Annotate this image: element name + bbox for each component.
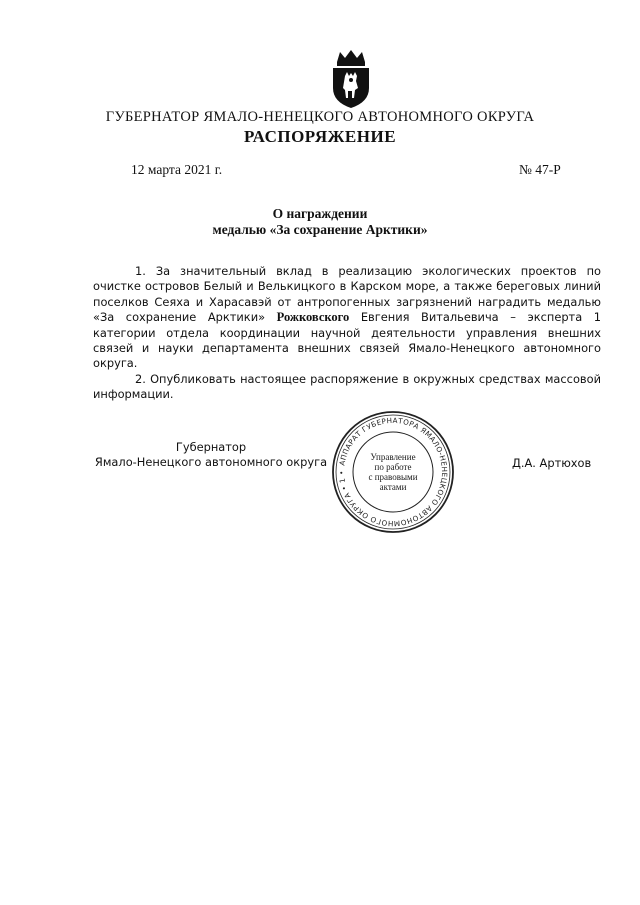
paragraph-2: 2. Опубликовать настоящее распоряжение в окружных средствах массовой информации. — [93, 371, 601, 402]
document-date: 12 марта 2021 г. — [131, 162, 223, 177]
awardee-surname: Рожковского — [276, 310, 350, 325]
signature-title-line-1: Губернатор — [175, 440, 247, 454]
paragraph-1 — [93, 264, 601, 372]
seal-center-line-3: с правовыми — [368, 472, 418, 482]
header-organization: ГУБЕРНАТОР ЯМАЛО-НЕНЕЦКОГО АВТОНОМНОГО ОКРУГА — [105, 109, 535, 125]
document-number: № 47-Р — [519, 162, 561, 177]
document-body — [93, 264, 601, 403]
paragraph-1-start: 1. За значительный вклад в реализацию экологических проектов по очистке островов Белый и Велькицкого в Карском море, а также береговых линий поселков Сеяха и Харасавэй от антропогенных загрязнений наградить медалью «За сохранение Арктики» — [93, 264, 601, 325]
seal-center-text — [330, 409, 456, 535]
title-line-1: О награждении — [272, 206, 368, 221]
paragraph-1-end: Евгения Витальевича – эксперта 1 категории отдела координации научной деятельности управления внешних связей и науки департамента внешних связей Ямало-Ненецкого автономного округа. — [93, 310, 601, 371]
signature-title — [93, 440, 329, 471]
official-seal-stamp — [330, 409, 456, 535]
coat-of-arms-emblem — [327, 48, 375, 110]
seal-center-line-2: по работе — [374, 462, 412, 472]
seal-ring-text: АППАРАТ ГУБЕРНАТОРА ЯМАЛО-НЕНЕЦКОГО АВТОНОМНОГО ОКРУГА • 1 • — [336, 415, 450, 529]
signatory-name: Д.А. Артюхов — [512, 456, 592, 470]
seal-center-line-4: актами — [379, 482, 407, 492]
seal-center-line-1: Управление — [370, 452, 416, 462]
title-line-2: медалью «За сохранение Арктики» — [212, 222, 428, 237]
signature-title-line-2: Ямало-Ненецкого автономного округа — [94, 455, 328, 470]
document-title — [0, 206, 640, 238]
document-type: РАСПОРЯЖЕНИЕ — [243, 127, 397, 146]
emblem-icon — [327, 48, 375, 110]
